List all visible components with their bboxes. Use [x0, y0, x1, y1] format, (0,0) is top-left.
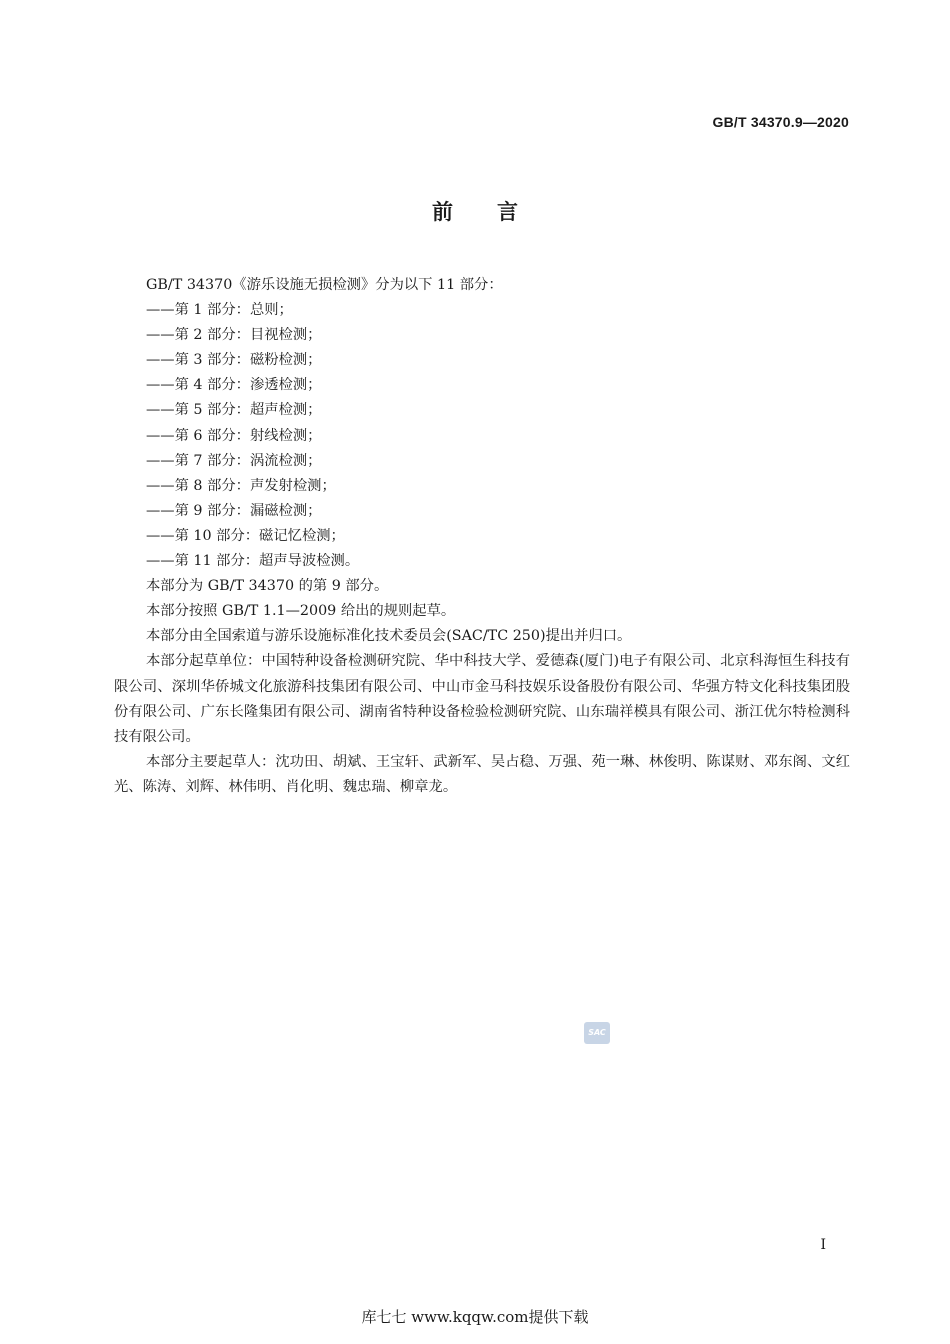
list-item: ——第 7 部分：涡流检测； — [146, 452, 322, 469]
sac-logo-icon: SAC — [584, 1022, 610, 1044]
list-item: ——第 6 部分：射线检测； — [146, 427, 322, 444]
drafters-paragraph: 本部分主要起草人：沈功田、胡斌、王宝轩、武新军、吴占稳、万强、苑一琳、林俊明、陈谋财、邓东阁、文红光、陈涛、刘辉、林伟明、肖化明、魏忠瑞、柳章龙。 — [114, 753, 850, 795]
document-body — [114, 273, 850, 800]
footer-source-text: 库七七 www.kqqw.com提供下载 — [361, 1308, 589, 1326]
drafting-units-paragraph: 本部分起草单位：中国特种设备检测研究院、华中科技大学、爱德森(厦门)电子有限公司、北京科海恒生科技有限公司、深圳华侨城文化旅游科技集团有限公司、中山市金马科技娱乐设备股份有限公司、华强方特文化科技集团股份有限公司、广东长隆集团有限公司、湖南省特种设备检验检测研究院、山东瑞祥模具有限公司、浙江优尔特检测科技有限公司。 — [114, 653, 850, 745]
intro-paragraph: GB/T 34370《游乐设施无损检测》分为以下 11 部分： — [146, 277, 503, 293]
list-item: ——第 10 部分：磁记忆检测； — [146, 527, 345, 544]
drafting-rules-paragraph: 本部分按照 GB/T 1.1—2009 给出的规则起草。 — [146, 603, 456, 620]
list-item: ——第 4 部分：渗透检测； — [146, 377, 322, 394]
list-item: ——第 8 部分：声发射检测； — [146, 477, 336, 494]
committee-paragraph: 本部分由全国索道与游乐设施标准化技术委员会(SAC/TC 250)提出并归口。 — [146, 628, 632, 645]
list-item: ——第 9 部分：漏磁检测； — [146, 502, 322, 519]
part-number-paragraph: 本部分为 GB/T 34370 的第 9 部分。 — [146, 578, 389, 595]
list-item: ——第 3 部分：磁粉检测； — [146, 352, 322, 369]
page-title: 前言 — [432, 200, 562, 224]
list-item: ——第 1 部分：总则； — [146, 302, 293, 319]
page-number: I — [820, 1237, 826, 1253]
standard-code: GB/T 34370.9—2020 — [712, 114, 849, 130]
list-item: ——第 2 部分：目视检测； — [146, 327, 322, 344]
list-item: ——第 11 部分：超声导波检测。 — [146, 553, 360, 570]
list-item: ——第 5 部分：超声检测； — [146, 402, 322, 419]
